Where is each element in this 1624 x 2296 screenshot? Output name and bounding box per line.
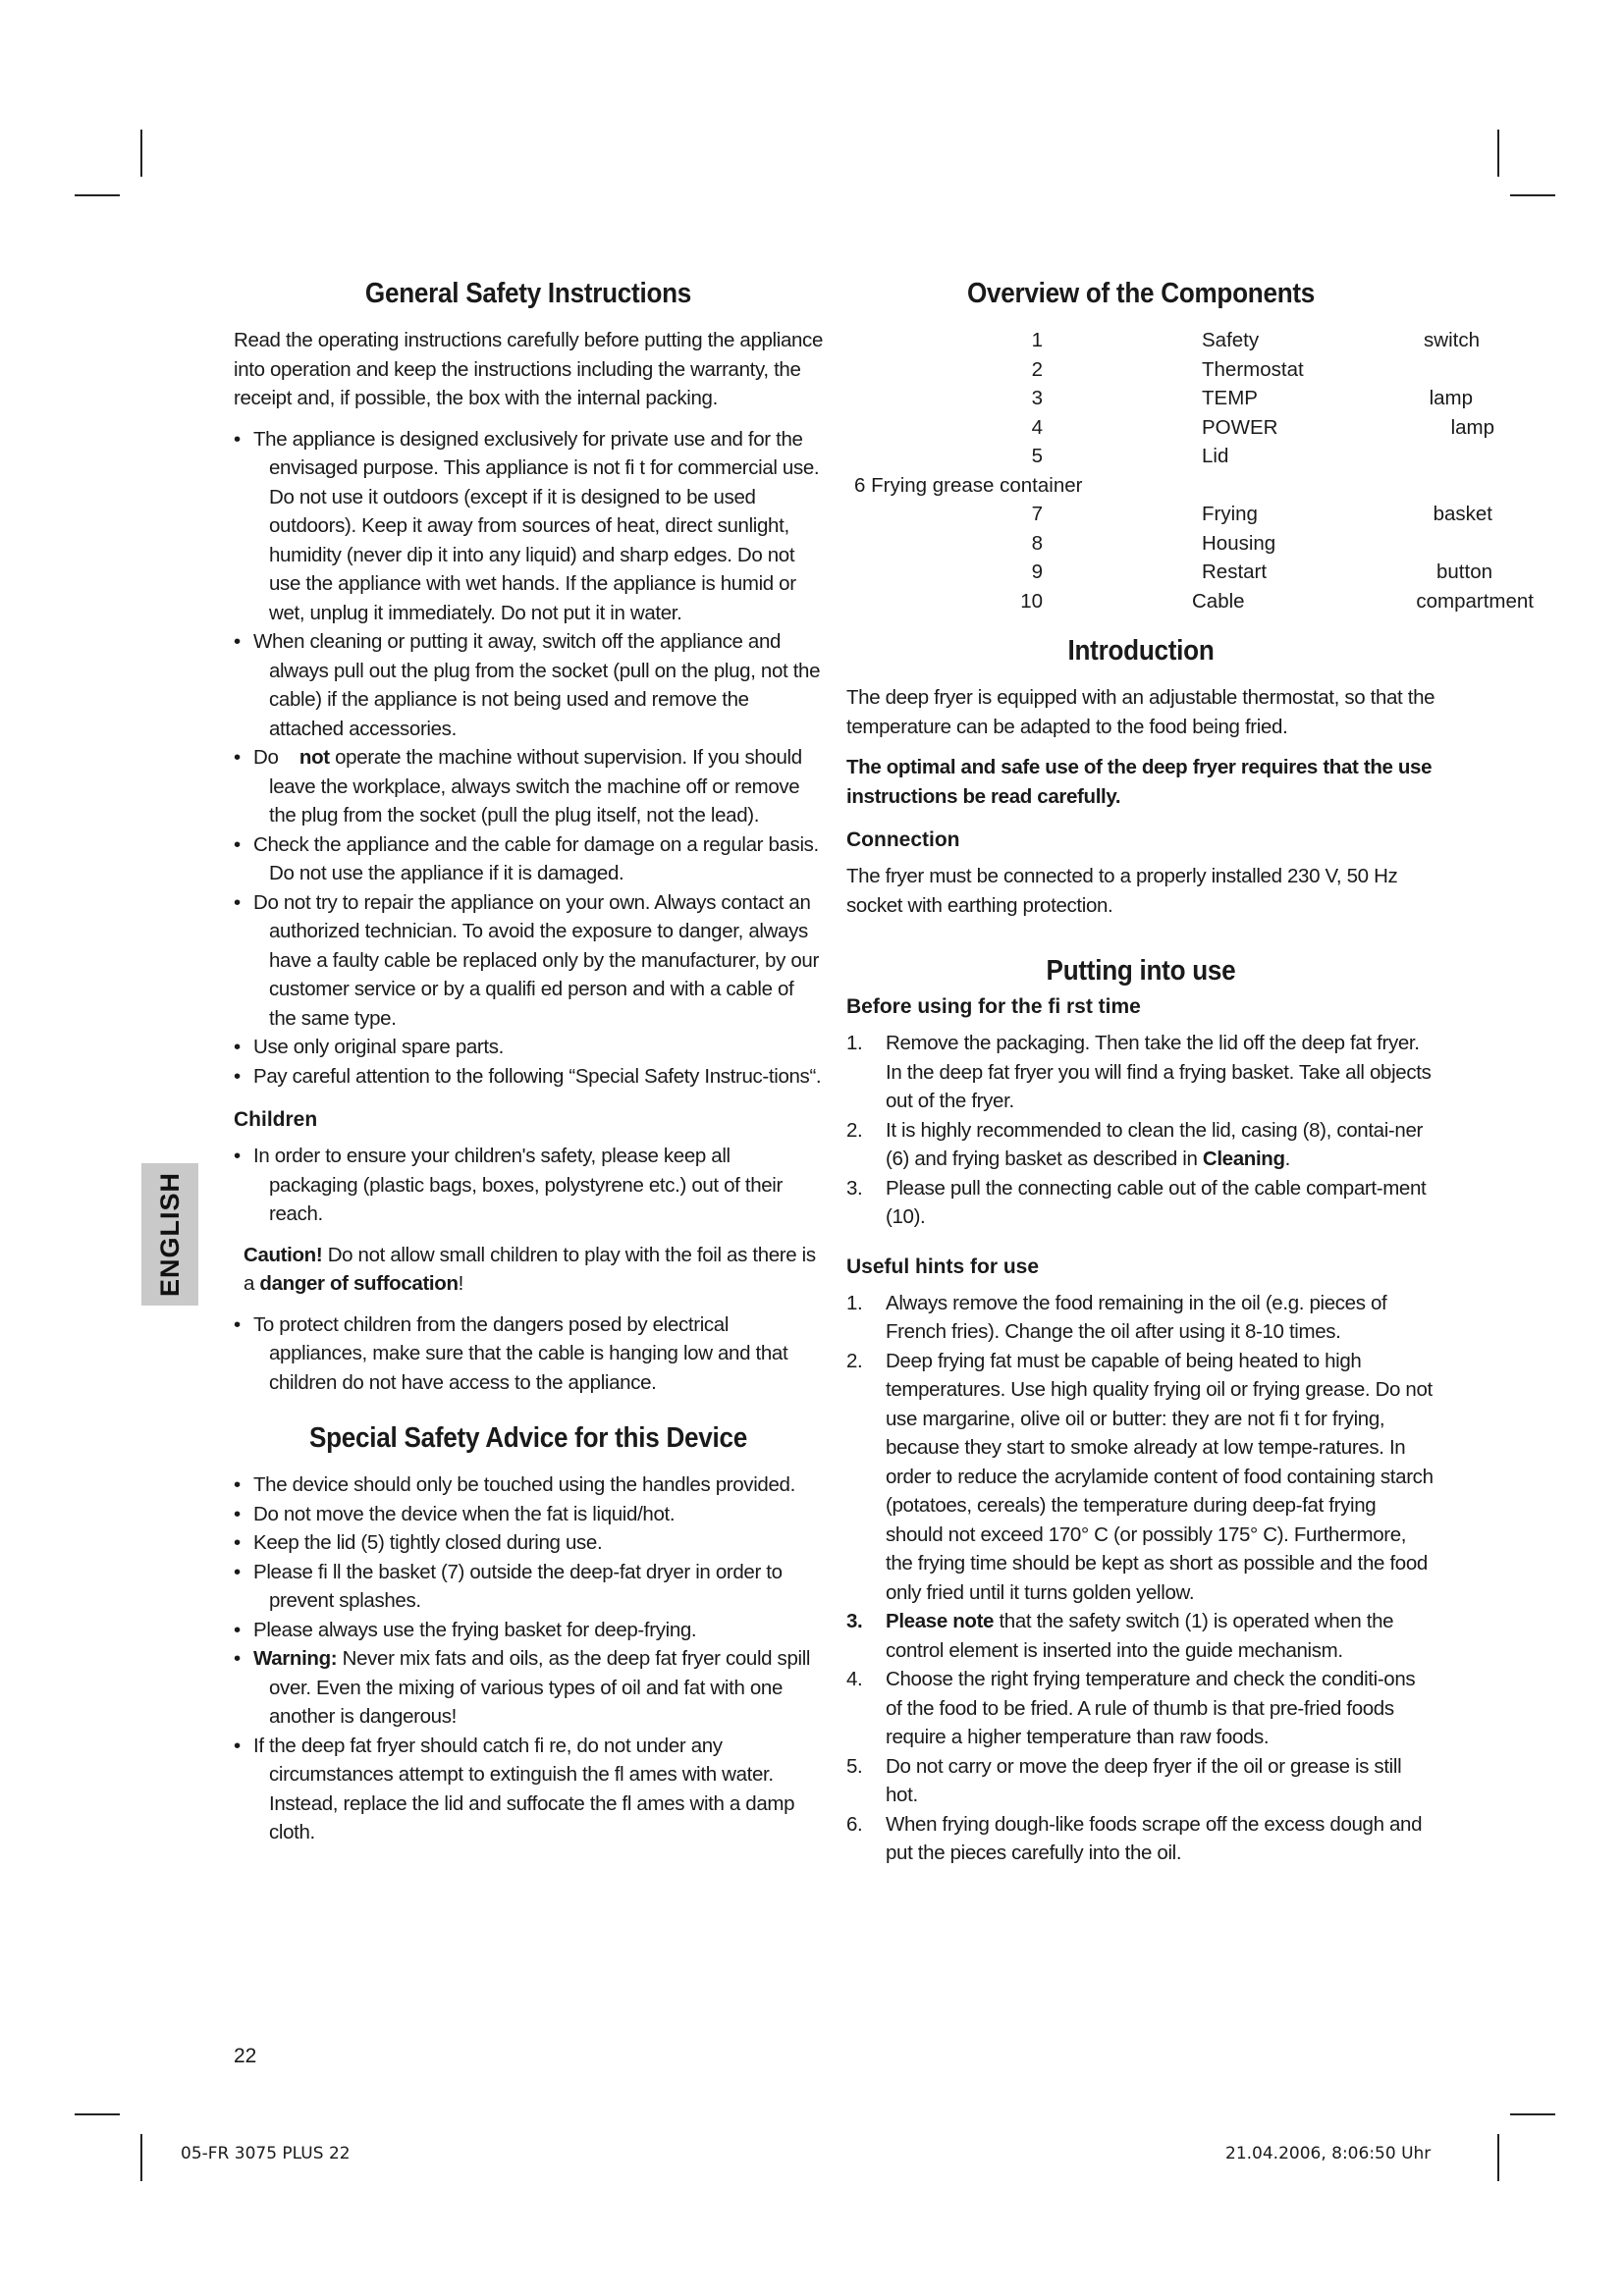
connection-text: The fryer must be connected to a properly installed 230 V, 50 Hz socket with earthing protection. (846, 865, 1398, 917)
first-use-heading: Before using for the fi rst time (846, 995, 1141, 1018)
overview-title: Overview of the Components (966, 278, 1316, 309)
table-row: 9 Restart button (1031, 561, 1492, 583)
general-safety-title: General Safety Instructions (364, 278, 692, 309)
list-item: • Check the appliance and the cable for damage on a regular basis. Do not use the appliance if it is damaged. (234, 830, 823, 888)
children-heading: Children (234, 1108, 318, 1131)
table-row: 1 Safety switch (1031, 329, 1480, 351)
table-row: 10 Cable compartment (1020, 589, 1534, 613)
useful-hints-heading: Useful hints for use (846, 1255, 1040, 1278)
introduction-text: The deep fryer is equipped with an adjustable thermostat, so that the temperature can be adapted to the food being fried. (846, 686, 1435, 738)
list-item: • If the deep fat fryer should catch fi re, do not under any circumstances attempt to extinguish the fl ames with water. Instead, replace the lid and suffocate the fl ames with a damp cloth. (234, 1732, 823, 1847)
table-row: 4 POWER lamp (1031, 415, 1494, 439)
general-safety-intro: Read the operating instructions carefully before putting the appliance into operation and keep the instructions including the warranty, the receipt and, if possible, the box with the internal packing. (234, 329, 824, 409)
list-item: • The device should only be touched using the handles provided. (234, 1470, 823, 1500)
components-table (846, 326, 1534, 615)
list-item: • Use only original spare parts. (234, 1033, 823, 1062)
table-row: 2 Thermostat (1031, 357, 1304, 381)
list-item: • The appliance is designed exclusively for private use and for the envisaged purpose. This appliance is not fi t for commercial use. Do not use it outdoors (except if it is designed to be used outdoors). Keep it away from sources of heat, direct sunlight, humidity (never dip it into any liquid) and sharp edges. Do not use the appliance with wet hands. If the appliance is humid or wet, unplug it immediately. Do not put it in water. (234, 425, 823, 628)
introduction-bold-note: The optimal and safe use of the deep fryer requires that the use instructions be read carefully. (846, 756, 1433, 808)
crop-mark (1497, 2134, 1499, 2181)
crop-mark (1497, 130, 1499, 177)
list-item: • Keep the lid (5) tightly closed during use. (234, 1528, 823, 1558)
list-item: 1. Remove the packaging. Then take the lid off the deep fat fryer. In the deep fat fryer you will find a frying basket. Take all objects out of the fryer. (846, 1032, 1432, 1112)
list-item: • Do not try to repair the appliance on your own. Always contact an authorized technician. To avoid the exposure to danger, always have a faulty cable be replaced only by the manufacturer, by our customer service or by a qualifi ed person and with a cable of the same type. (234, 888, 823, 1034)
list-item: 1. Always remove the food remaining in the oil (e.g. pieces of French fries). Change the oil after using it 8-10 times. (846, 1291, 1387, 1343)
list-item: • To protect children from the dangers posed by electrical appliances, make sure that the cable is hanging low and that children do not have access to the appliance. (234, 1310, 823, 1398)
crop-mark (75, 2113, 120, 2115)
footer-file-label: 05-FR 3075 PLUS 22 (181, 2144, 351, 2163)
list-item: 4. Choose the right frying temperature and check the conditi-ons of the food to be fried. A rule of thumb is that pre-fried foods require a higher temperature than raw foods. (846, 1668, 1416, 1748)
putting-into-use-title: Putting into use (1046, 955, 1236, 987)
list-item: • Please always use the frying basket for deep-frying. (234, 1616, 823, 1645)
list-item: • Please fi ll the basket (7) outside the deep-fat dryer in order to prevent splashes. (234, 1558, 823, 1616)
table-row: 7 Frying basket (1031, 503, 1492, 525)
crop-mark (140, 2134, 142, 2181)
connection-heading: Connection (846, 828, 960, 851)
crop-mark (1510, 194, 1555, 196)
crop-mark (75, 194, 120, 196)
list-item: • When cleaning or putting it away, switch off the appliance and always pull out the plug from the socket (pull on the plug, not the cable) if the appliance is not being used and remove the attached accessories. (234, 627, 823, 743)
list-item: 3. Please note that the safety switch (1) is operated when the control element is inserted into the guide mechanism. (846, 1610, 1394, 1662)
table-row: 5 Lid (1031, 445, 1229, 467)
table-row: 3 TEMP lamp (1031, 387, 1473, 409)
useful-hints-list (846, 1289, 1435, 1868)
first-use-steps (846, 1029, 1435, 1232)
list-item: • Pay careful attention to the following “Special Safety Instruc-tions“. (234, 1062, 823, 1092)
footer-timestamp: 21.04.2006, 8:06:50 Uhr (1225, 2144, 1432, 2163)
list-item: 2. It is highly recommended to clean the lid, casing (8), contai-ner (6) and frying basket as described in Cleaning. (846, 1118, 1423, 1170)
table-row: 6 Frying grease container (854, 473, 1083, 497)
language-tab-label: ENGLISH (154, 1171, 185, 1298)
crop-mark (140, 130, 142, 177)
special-safety-list (234, 1470, 823, 1847)
list-item: 5. Do not carry or move the deep fryer if the oil or grease is still hot. (846, 1754, 1402, 1806)
list-item: • Do not move the device when the fat is liquid/hot. (234, 1500, 823, 1529)
caution-note: Caution! Do not allow small children to play with the foil as there is a danger of suffocation! (244, 1243, 816, 1295)
introduction-title: Introduction (1067, 635, 1215, 667)
crop-mark (1510, 2113, 1555, 2115)
list-item: 2. Deep frying fat must be capable of being heated to high temperatures. Use high quality frying oil or frying grease. Do not use margarine, olive oil or butter: they are not fi t for frying, because they start to smoke already at low tempe-ratures. In order to reduce the acrylamide content of food containing starch (potatoes, cereals) the temperature during deep-fat frying should not exceed 170° C (or possibly 175° C). Furthermore, the frying time should be kept as short as possible and the food only fried until it turns golden yellow. (846, 1349, 1434, 1604)
list-item: 6. When frying dough-like foods scrape off the excess dough and put the pieces carefully into the oil. (846, 1812, 1423, 1864)
list-item: • Do not operate the machine without supervision. If you should leave the workplace, always switch the machine off or remove the plug from the socket (pull the plug itself, not the lead). (234, 743, 823, 830)
list-item: 3. Please pull the connecting cable out of the cable compart-ment (10). (846, 1176, 1427, 1228)
left-column (234, 278, 823, 1859)
general-safety-list (234, 425, 823, 1092)
page-number: 22 (234, 2045, 257, 2067)
special-safety-title: Special Safety Advice for this Device (308, 1422, 747, 1454)
right-column (846, 278, 1534, 1880)
table-row: 8 Housing (1031, 531, 1276, 555)
list-item: • In order to ensure your children's safety, please keep all packaging (plastic bags, boxes, polystyrene etc.) out of their reach. (234, 1142, 823, 1229)
list-item: • Warning: Never mix fats and oils, as the deep fat fryer could spill over. Even the mixing of various types of oil and fat with one another is dangerous! (234, 1644, 823, 1732)
language-tab (141, 1163, 198, 1306)
